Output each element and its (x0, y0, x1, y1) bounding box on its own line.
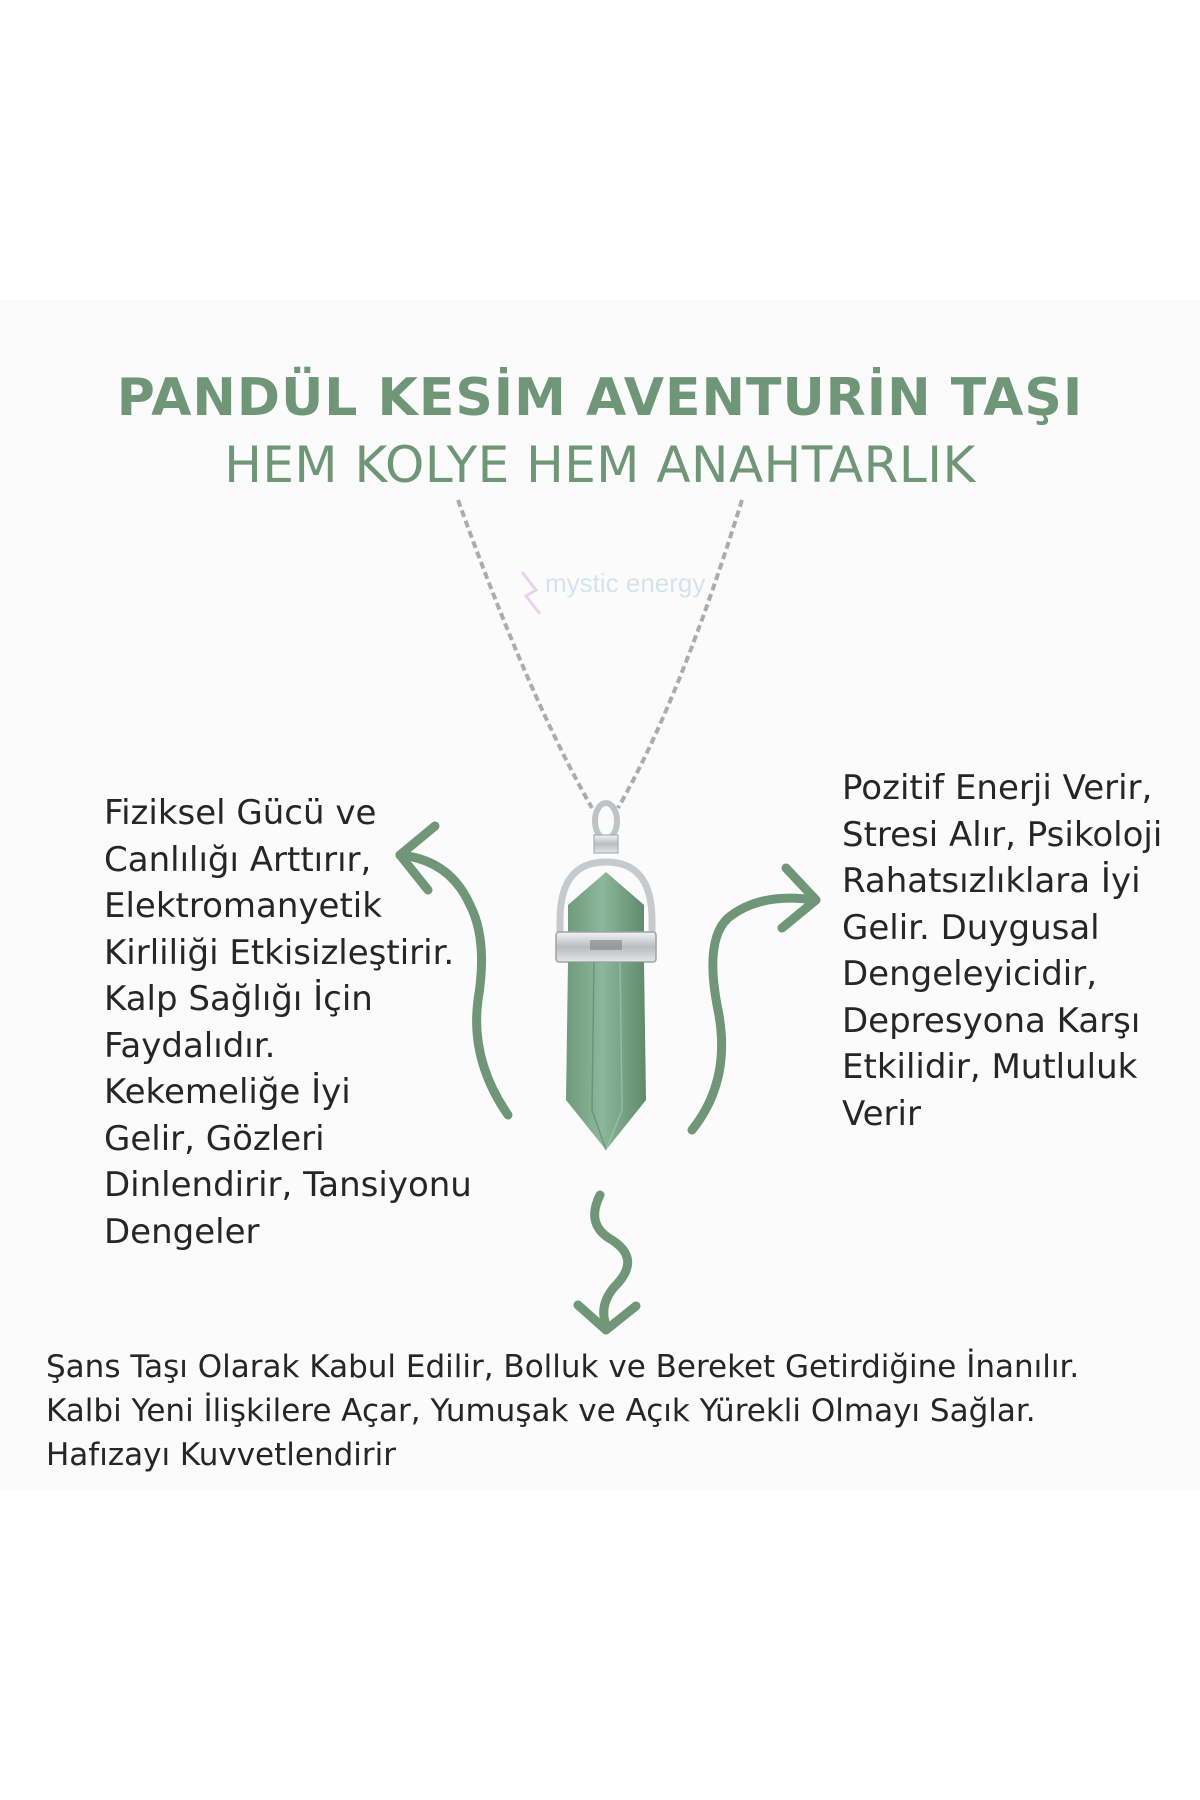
product-title: PANDÜL KESİM AVENTURİN TAŞI (116, 368, 1084, 428)
pendant-bail (595, 803, 617, 839)
squiggle-arrow-down-icon (578, 1195, 636, 1330)
necklace-chain (458, 500, 742, 808)
aventurine-stone (566, 962, 646, 1150)
watermark-logo (522, 568, 705, 614)
pendant (556, 803, 656, 1150)
watermark-text: mystic energy (545, 568, 706, 598)
curved-arrow-up-right-icon (692, 868, 816, 1130)
product-subtitle: HEM KOLYE HEM ANAHTARLIK (224, 436, 976, 494)
stone-top-facet (568, 872, 644, 940)
left-benefits-text: Fiziksel Gücü ve Canlılığı Arttırır, Elektromanyetik Kirliliği Etkisizleştirir. Kalp Sağlığı İçin Faydalıdır. Kekemeliğe İyi Gelir, Gözleri Dinlendirir, Tansiyonu Dengeler (104, 793, 472, 1252)
bottom-benefits-text: Şans Taşı Olarak Kabul Edilir, Bolluk ve Bereket Getirdiğine İnanılır. Kalbi Yeni İlişkilere Açar, Yumuşak ve Açık Yürekli Olmayı Sağlar. Hafızayı Kuvvetlendirir (46, 1349, 1080, 1473)
right-benefits-text: Pozitif Enerji Verir, Stresi Alır, Psikoloji Rahatsızlıklara İyi Gelir. Duygusal Dengeleyicidir, Depresyona Karşı Etkilidir, Mutluluk Verir (842, 768, 1163, 1134)
